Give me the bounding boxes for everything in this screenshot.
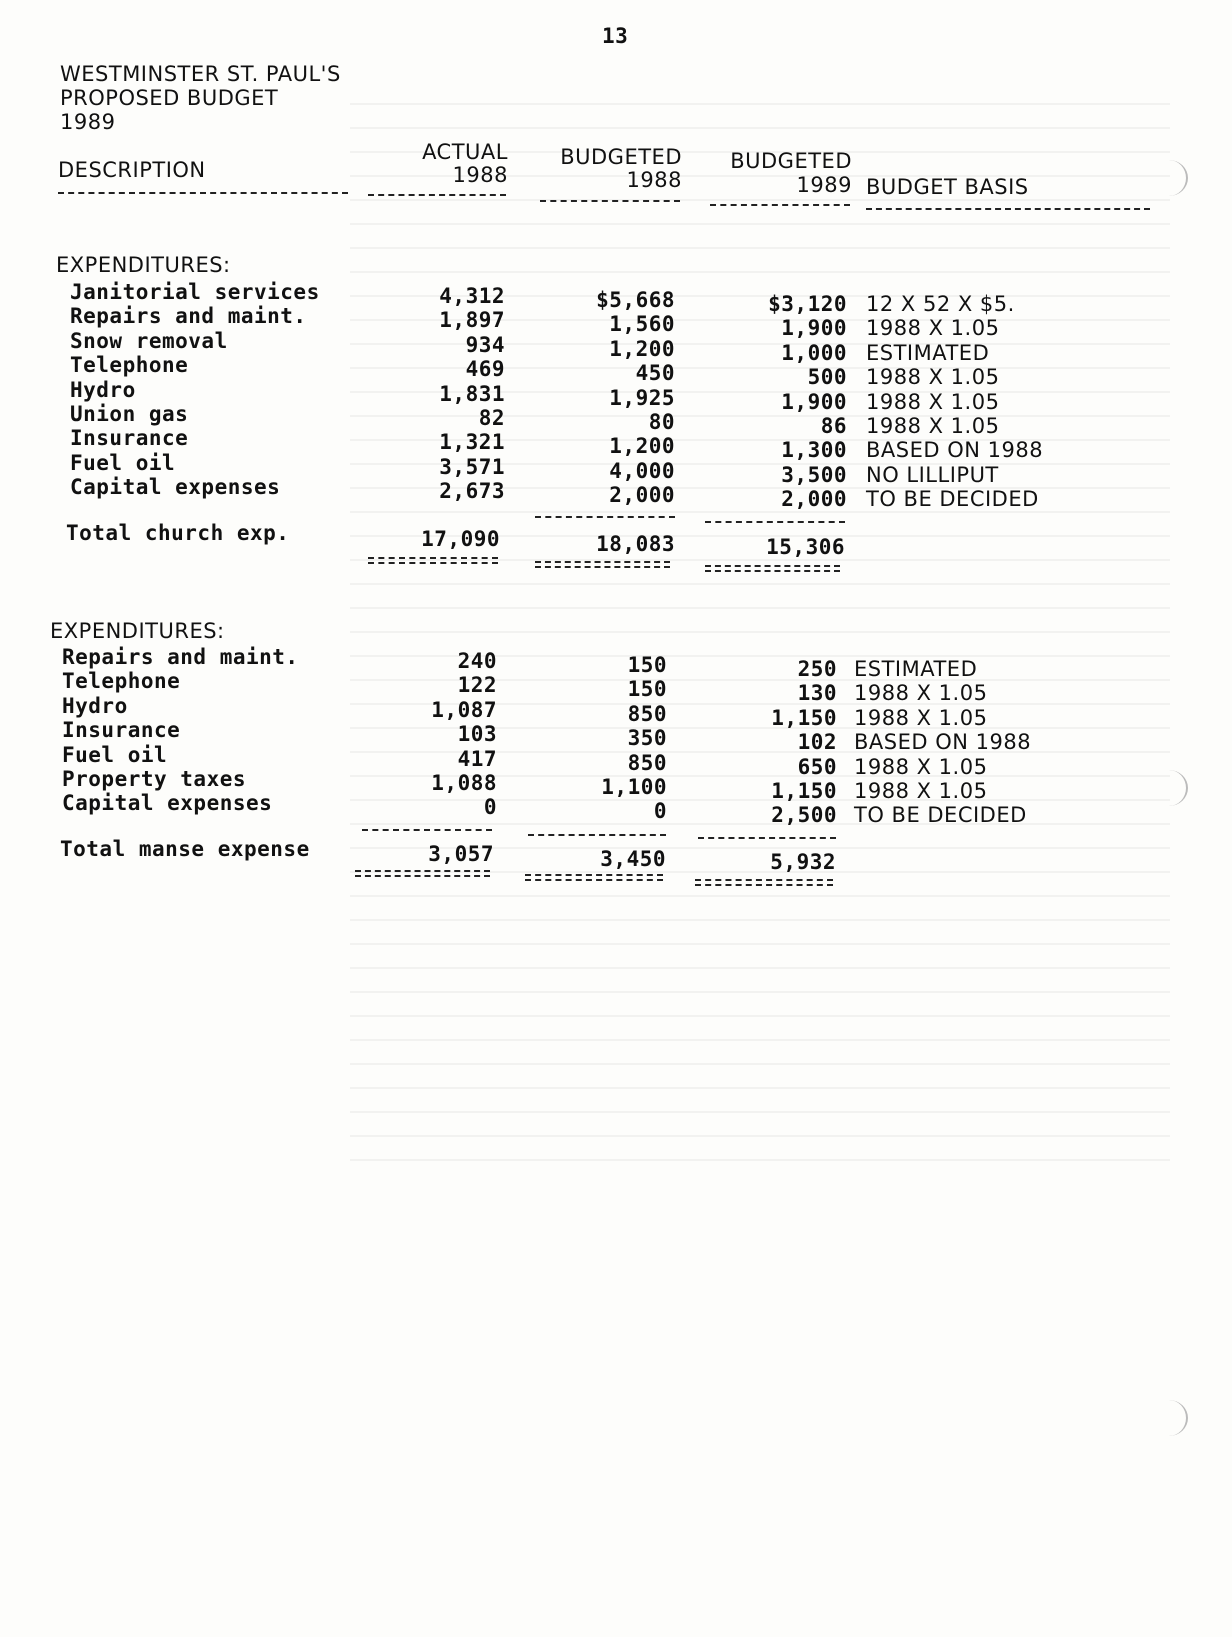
church-total-double-rule-actual — [368, 557, 498, 564]
row-budget-basis: ESTIMATED — [854, 657, 978, 681]
manse-total-actual: 3,057 — [428, 842, 494, 866]
manse-subtotal-rule-b1988 — [528, 834, 666, 836]
doc-title: PROPOSED BUDGET — [60, 86, 279, 110]
header-rule-description — [58, 192, 348, 194]
row-description: Capital expenses — [62, 791, 273, 816]
row-description: Repairs and maint. — [70, 304, 307, 329]
manse-expenditures-heading: EXPENDITURES: — [50, 619, 225, 643]
punch-hole-top — [1150, 160, 1188, 196]
row-description: Union gas — [70, 402, 189, 426]
row-budget-basis: BASED ON 1988 — [854, 730, 1032, 755]
row-actual-1988: 240 — [457, 649, 497, 673]
col-budget1989-line2: 1989 — [796, 173, 852, 197]
header-rule-actual — [368, 194, 506, 196]
row-actual-1988: 4,312 — [439, 284, 505, 308]
row-budget-basis: 1988 X 1.05 — [854, 681, 988, 706]
row-budgeted-1989: 1,300 — [781, 438, 847, 463]
row-actual-1988: 122 — [457, 673, 497, 698]
row-budgeted-1988: 4,000 — [609, 458, 675, 483]
col-budget-basis: BUDGET BASIS — [866, 175, 1029, 199]
row-description: Snow removal — [70, 328, 228, 353]
row-description: Property taxes — [62, 767, 247, 791]
row-budgeted-1989: 1,150 — [771, 705, 837, 730]
row-budget-basis: 1988 X 1.05 — [854, 754, 988, 779]
row-description: Hydro — [70, 377, 136, 402]
row-budgeted-1988: 1,925 — [609, 385, 675, 410]
row-actual-1988: 1,897 — [439, 308, 505, 333]
row-budgeted-1988: 450 — [635, 361, 675, 386]
church-total-label: Total church exp. — [66, 521, 290, 545]
church-total-b1988: 18,083 — [596, 532, 675, 556]
manse-total-b1989: 5,932 — [770, 850, 836, 874]
row-description: Insurance — [62, 718, 181, 743]
row-actual-1988: 3,571 — [439, 454, 505, 479]
row-actual-1988: 934 — [465, 332, 505, 357]
row-actual-1988: 1,088 — [431, 771, 497, 795]
manse-total-double-rule-b1989 — [695, 879, 833, 886]
row-actual-1988: 469 — [465, 357, 505, 382]
row-budgeted-1989: 1,150 — [771, 779, 837, 803]
church-subtotal-rule-b1989 — [705, 521, 845, 523]
row-actual-1988: 1,087 — [431, 697, 497, 722]
church-expenditures-heading: EXPENDITURES: — [56, 253, 231, 277]
col-description: DESCRIPTION — [58, 158, 206, 182]
church-total-double-rule-b1989 — [705, 565, 840, 572]
header-rule-b1989 — [710, 204, 850, 206]
row-budget-basis: 1988 X 1.05 — [866, 389, 1000, 414]
col-budget1988-line1: BUDGETED — [560, 145, 682, 169]
header-rule-basis — [866, 208, 1150, 210]
row-budget-basis: 1988 X 1.05 — [854, 779, 988, 803]
row-budgeted-1988: 1,100 — [601, 775, 667, 799]
row-budget-basis: TO BE DECIDED — [854, 803, 1027, 828]
row-budgeted-1988: 150 — [627, 677, 667, 702]
doc-year: 1989 — [60, 110, 116, 134]
row-budgeted-1989: 1,900 — [781, 316, 847, 341]
row-description: Hydro — [62, 693, 128, 718]
row-description: Insurance — [70, 426, 189, 451]
row-budgeted-1988: 850 — [627, 750, 667, 775]
church-total-b1989: 15,306 — [766, 535, 845, 559]
col-budget1989-line1: BUDGETED — [730, 149, 852, 173]
org-name: WESTMINSTER ST. PAUL'S — [60, 62, 341, 86]
row-budgeted-1988: 350 — [627, 726, 667, 751]
manse-subtotal-rule-b1989 — [698, 837, 836, 839]
row-actual-1988: 103 — [457, 722, 497, 747]
row-budgeted-1989: 130 — [797, 681, 837, 706]
row-budgeted-1989: 86 — [820, 414, 847, 438]
church-total-double-rule-b1988 — [535, 561, 670, 568]
row-budgeted-1988: $5,668 — [596, 288, 675, 312]
church-total-actual: 17,090 — [421, 527, 500, 551]
row-budgeted-1989: 650 — [797, 754, 837, 779]
punch-hole-middle — [1150, 770, 1188, 806]
row-budgeted-1988: 1,200 — [609, 336, 675, 361]
punch-hole-bottom — [1150, 1400, 1188, 1436]
row-actual-1988: 2,673 — [439, 479, 505, 504]
row-budgeted-1989: 102 — [797, 730, 837, 755]
row-budgeted-1989: 500 — [807, 365, 847, 390]
row-description: Telephone — [62, 669, 181, 694]
manse-subtotal-rule-actual — [362, 829, 492, 831]
row-actual-1988: 82 — [478, 406, 505, 430]
row-description: Fuel oil — [70, 450, 176, 475]
row-budget-basis: NO LILLIPUT — [866, 462, 999, 487]
row-budget-basis: 1988 X 1.05 — [866, 365, 1000, 390]
row-description: Janitorial services — [70, 280, 320, 304]
row-description: Capital expenses — [70, 475, 281, 500]
row-budgeted-1988: 2,000 — [609, 483, 675, 508]
row-description: Repairs and maint. — [62, 645, 299, 669]
row-actual-1988: 417 — [457, 746, 497, 771]
row-budget-basis: 1988 X 1.05 — [866, 316, 1000, 341]
row-budgeted-1989: 250 — [797, 657, 837, 681]
row-actual-1988: 1,321 — [439, 430, 505, 455]
row-budgeted-1989: 3,500 — [781, 462, 847, 487]
row-description: Telephone — [70, 353, 189, 378]
col-actual-line2: 1988 — [452, 163, 508, 187]
manse-total-double-rule-b1988 — [525, 874, 663, 881]
row-description: Fuel oil — [62, 742, 168, 767]
row-budgeted-1988: 0 — [653, 799, 667, 824]
row-budget-basis: TO BE DECIDED — [866, 487, 1039, 512]
row-budget-basis: 1988 X 1.05 — [854, 705, 988, 730]
row-budgeted-1988: 1,560 — [609, 312, 675, 337]
row-actual-1988: 1,831 — [439, 381, 505, 406]
manse-total-b1988: 3,450 — [600, 847, 666, 871]
row-budget-basis: BASED ON 1988 — [866, 438, 1044, 463]
col-budget1988-line2: 1988 — [626, 168, 682, 192]
page-number: 13 — [602, 24, 629, 48]
church-subtotal-rule-b1988 — [535, 516, 675, 518]
show-through-block — [350, 85, 1170, 1175]
header-rule-b1988 — [540, 200, 680, 202]
row-budget-basis: ESTIMATED — [866, 340, 990, 365]
row-budgeted-1988: 1,200 — [609, 434, 675, 459]
manse-total-label: Total manse expense — [60, 837, 310, 861]
row-actual-1988: 0 — [483, 795, 497, 820]
row-budgeted-1989: 1,000 — [781, 340, 847, 365]
row-budgeted-1988: 80 — [648, 410, 675, 434]
row-budget-basis: 12 X 52 X $5. — [866, 292, 1015, 316]
row-budget-basis: 1988 X 1.05 — [866, 414, 1000, 438]
row-budgeted-1989: 2,500 — [771, 803, 837, 828]
row-budgeted-1989: 2,000 — [781, 487, 847, 512]
manse-total-double-rule-actual — [355, 870, 490, 877]
row-budgeted-1989: $3,120 — [768, 292, 847, 316]
row-budgeted-1989: 1,900 — [781, 389, 847, 414]
row-budgeted-1988: 150 — [627, 653, 667, 677]
col-actual-line1: ACTUAL — [422, 140, 508, 164]
row-budgeted-1988: 850 — [627, 701, 667, 726]
